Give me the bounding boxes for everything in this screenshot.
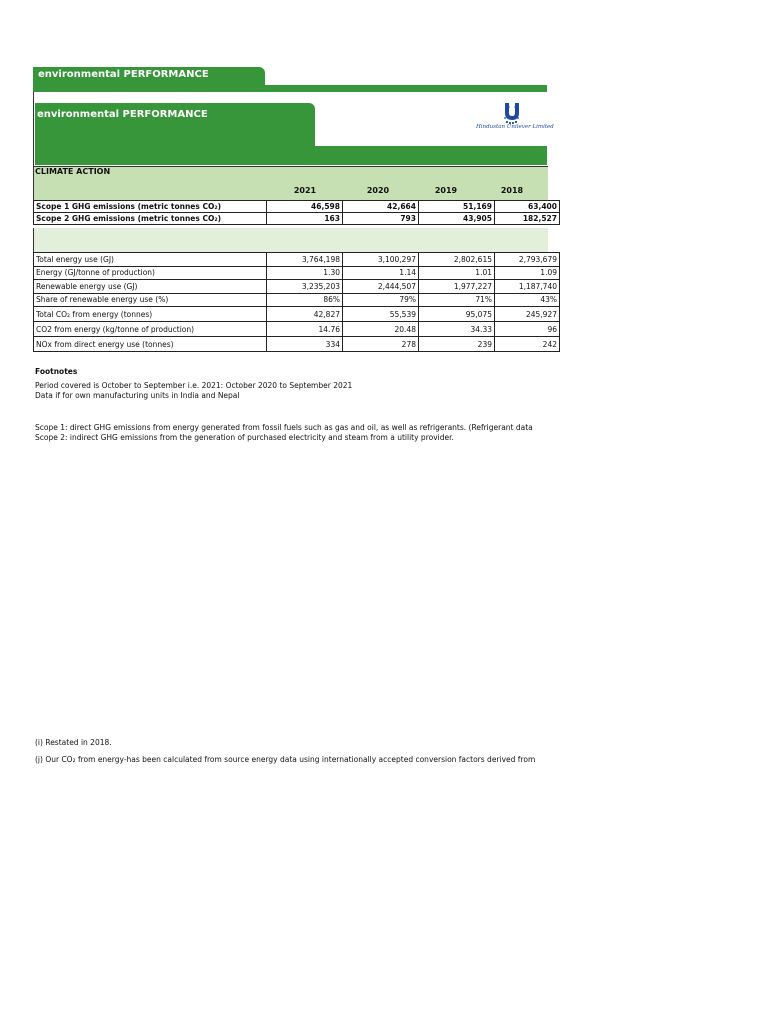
table-row xyxy=(34,266,560,280)
unilever-logo-icon xyxy=(476,101,554,137)
cell-value: 278 xyxy=(343,337,419,352)
cell-value: 239 xyxy=(419,337,495,352)
cell-value: 1,187,740 xyxy=(495,280,560,294)
cell-value: 2,802,615 xyxy=(419,253,495,267)
cell-value: 46,598 xyxy=(267,201,343,213)
logo-text: Hindustan Unilever Limited xyxy=(476,124,554,130)
climate-action-header xyxy=(33,166,548,201)
cell-value: 2,793,679 xyxy=(495,253,560,267)
cell-value: 63,400 xyxy=(495,201,560,213)
cell-value: 42,827 xyxy=(267,307,343,322)
cell-value: 242 xyxy=(495,337,560,352)
footnote-co2-method: (j) Our CO₂ from energy-has been calculated from source energy data using internationally accepted conversion factors derived from xyxy=(35,755,536,764)
year-header-2020: 2020 xyxy=(366,186,390,195)
header-bar xyxy=(33,85,547,92)
row-label: Energy (GJ/tonne of production) xyxy=(34,266,267,280)
cell-value: 2,444,507 xyxy=(343,280,419,294)
cell-value: 20.48 xyxy=(343,322,419,337)
row-label: CO2 from energy (kg/tonne of production) xyxy=(34,322,267,337)
table-row xyxy=(34,280,560,294)
year-header-2018: 2018 xyxy=(500,186,524,195)
footnote-scope2: Scope 2: indirect GHG emissions from the generation of purchased electricity and steam from a utility provider. xyxy=(35,433,454,442)
cell-value: 43,905 xyxy=(419,213,495,225)
footnote-data-scope: Data if for own manufacturing units in India and Nepal xyxy=(35,391,240,400)
row-label: Renewable energy use (GJ) xyxy=(34,280,267,294)
cell-value: 1,977,227 xyxy=(419,280,495,294)
footnotes-title: Footnotes xyxy=(35,367,78,376)
row-label: Total CO₂ from energy (tonnes) xyxy=(34,307,267,322)
main-title-bar xyxy=(35,146,547,165)
section-title: CLIMATE ACTION xyxy=(35,167,111,176)
year-header-2021: 2021 xyxy=(293,186,317,195)
cell-value: 163 xyxy=(267,213,343,225)
footnote-period: Period covered is October to September i.e. 2021: October 2020 to September 2021 xyxy=(35,381,353,390)
cell-value: 51,169 xyxy=(419,201,495,213)
header-tab-title: environmental PERFORMANCE xyxy=(38,69,209,80)
cell-value: 14.76 xyxy=(267,322,343,337)
cell-value: 182,527 xyxy=(495,213,560,225)
cell-value: 3,235,203 xyxy=(267,280,343,294)
table-row xyxy=(34,201,560,213)
cell-value: 86% xyxy=(267,293,343,307)
cell-value: 55,539 xyxy=(343,307,419,322)
cell-value: 79% xyxy=(343,293,419,307)
cell-value: 245,927 xyxy=(495,307,560,322)
cell-value: 3,100,297 xyxy=(343,253,419,267)
row-label: Total energy use (GJ) xyxy=(34,253,267,267)
footnote-scope1: Scope 1: direct GHG emissions from energy generated from fossil fuels such as gas and oil, as well as refrigerants. (Refrigerant data xyxy=(35,423,533,432)
cell-value: 43% xyxy=(495,293,560,307)
cell-value: 1.14 xyxy=(343,266,419,280)
table-row xyxy=(34,322,560,337)
spacer-band xyxy=(33,228,548,252)
cell-value: 1.30 xyxy=(267,266,343,280)
row-label: Scope 1 GHG emissions (metric tonnes CO₂) xyxy=(34,201,267,213)
energy-table xyxy=(33,252,560,352)
cell-value: 1.09 xyxy=(495,266,560,280)
row-label: Scope 2 GHG emissions (metric tonnes CO₂) xyxy=(34,213,267,225)
row-label: Share of renewable energy use (%) xyxy=(34,293,267,307)
ghg-table xyxy=(33,200,560,225)
table-row xyxy=(34,307,560,322)
cell-value: 96 xyxy=(495,322,560,337)
cell-value: 1.01 xyxy=(419,266,495,280)
cell-value: 42,664 xyxy=(343,201,419,213)
table-row xyxy=(34,293,560,307)
main-title: environmental PERFORMANCE xyxy=(37,109,208,120)
footnote-restated: (i) Restated in 2018. xyxy=(35,738,112,747)
row-label: NOx from direct energy use (tonnes) xyxy=(34,337,267,352)
cell-value: 793 xyxy=(343,213,419,225)
cell-value: 34.33 xyxy=(419,322,495,337)
cell-value: 71% xyxy=(419,293,495,307)
cell-value: 334 xyxy=(267,337,343,352)
table-row xyxy=(34,253,560,267)
year-header-2019: 2019 xyxy=(434,186,458,195)
cell-value: 3,764,198 xyxy=(267,253,343,267)
table-row xyxy=(34,337,560,352)
table-row xyxy=(34,213,560,225)
cell-value: 95,075 xyxy=(419,307,495,322)
